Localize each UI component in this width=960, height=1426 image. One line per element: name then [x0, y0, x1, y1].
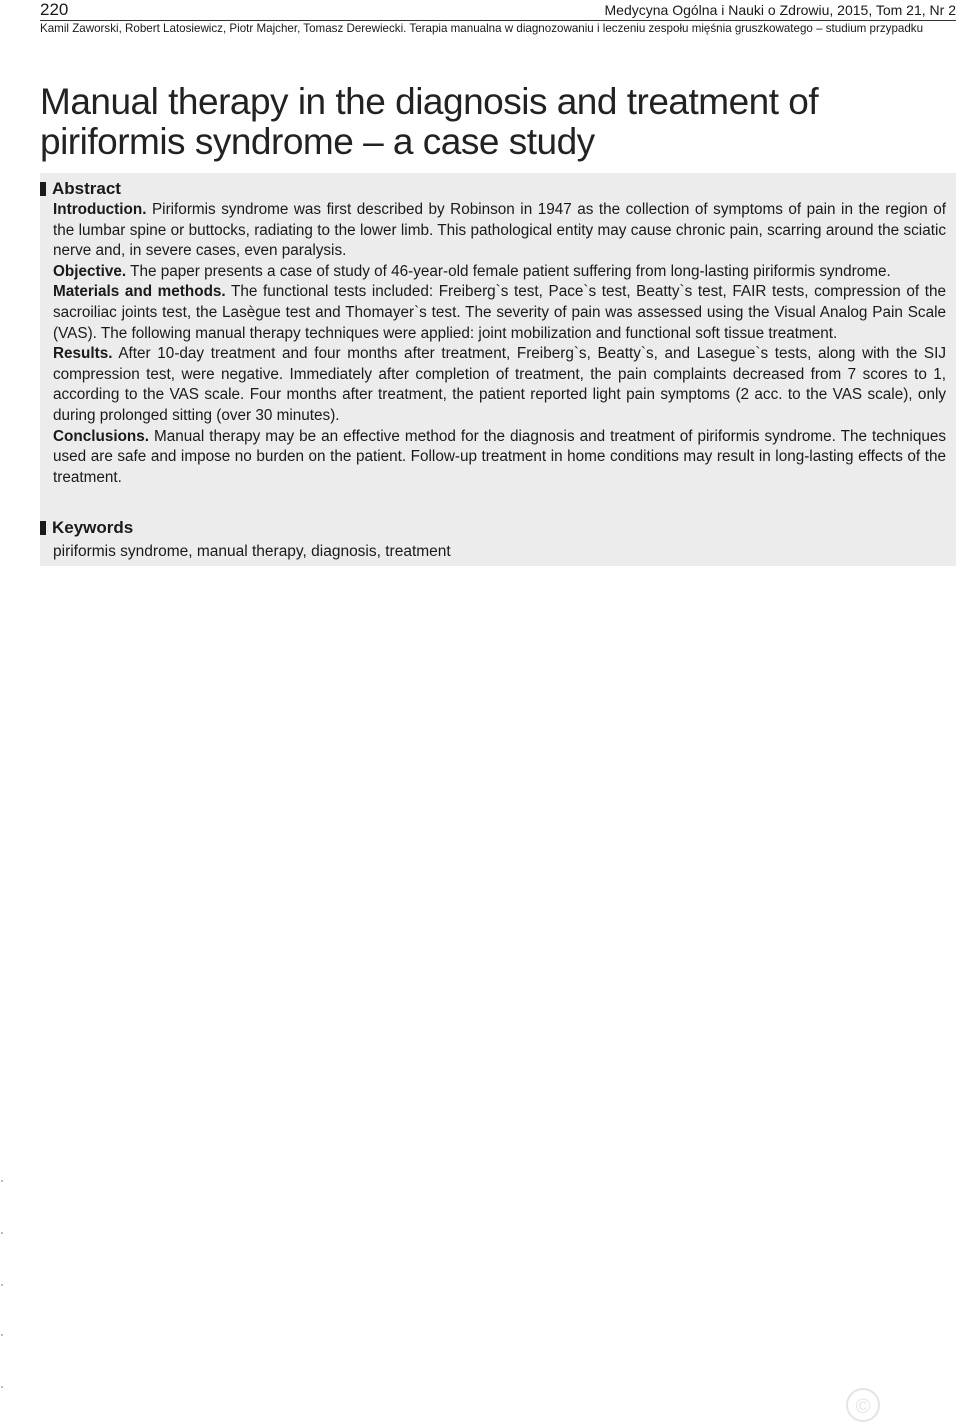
- article-title: Manual therapy in the diagnosis and treatment of piriformis syndrome – a case study: [40, 81, 819, 162]
- abstract-heading-label: Abstract: [52, 179, 121, 198]
- objective-text: The paper presents a case of study of 46-year-old female patient suffering from long-lasting piriformis syndrome.: [126, 262, 891, 280]
- keywords-heading-label: Keywords: [52, 518, 134, 537]
- margin-dots: [0, 1180, 4, 1400]
- abstract-conclusions: [53, 427, 946, 489]
- page-header: [40, 0, 956, 20]
- introduction-text: Piriformis syndrome was first described by Robinson in 1947 as the collection of symptoms of pain in the region of the lumbar spine or buttocks, radiating to the lower limb. This pathological entity may cause chronic pain, scarring around the sciatic nerve and, in severe cases, even paralysis.: [53, 201, 946, 260]
- materials-text: The functional tests included: Freiberg`s test, Pace`s test, Beatty`s test, FAIR tests, compression of the sacroiliac joints test, the Lasègue test and Thomayer`s test. The severity of pain was assessed using the Visual Analog Pain Scale (VAS). The following manual therapy techniques were applied: joint mobilization and functional soft tissue treatment.: [53, 283, 947, 342]
- objective-label: Objective.: [53, 262, 127, 280]
- abstract-body: [53, 200, 946, 488]
- section-marker-icon: [40, 521, 46, 535]
- abstract-box: [40, 173, 956, 566]
- results-label: Results.: [53, 345, 113, 363]
- abstract-materials: [53, 282, 946, 344]
- materials-label: Materials and methods.: [53, 283, 226, 301]
- abstract-introduction: [53, 200, 946, 262]
- abstract-results: [53, 344, 946, 426]
- abstract-objective: [53, 262, 946, 283]
- results-text: After 10-day treatment and four months after treatment, Freiberg`s, Beatty`s, and Lasegue`s tests, along with the SIJ compression test, were negative. Immediately after completion of treatment, the pain complaints decreased from 7 scores to 1, according to the VAS scale. Four months after treatment, the patient reported light pain symptoms (2 acc. to the VAS scale), only during prolonged sitting (over 30 minutes).: [53, 345, 946, 424]
- conclusions-text: Manual therapy may be an effective method for the diagnosis and treatment of piriformis syndrome. The techniques used are safe and impose no burden on the patient. Follow-up treatment in home conditions may result in long-lasting effects of the treatment.: [53, 427, 946, 486]
- introduction-label: Introduction.: [53, 201, 147, 218]
- keywords-heading: [40, 517, 133, 539]
- section-marker-icon: [40, 182, 46, 196]
- abstract-heading: [40, 178, 121, 200]
- watermark-logo-icon: ©: [846, 1388, 880, 1422]
- running-head: Kamil Zaworski, Robert Latosiewicz, Piotr Majcher, Tomasz Derewiecki. Terapia manualna w diagnozowaniu i leczeniu zespołu mięśnia gruszkowatego – studium przypadku: [40, 22, 924, 35]
- journal-reference: Medycyna Ogólna i Nauki o Zdrowiu, 2015, Tom 21, Nr 2: [604, 2, 956, 18]
- page-number: 220: [40, 0, 69, 19]
- keywords-list: piriformis syndrome, manual therapy, diagnosis, treatment: [53, 543, 451, 560]
- conclusions-label: Conclusions.: [53, 427, 150, 445]
